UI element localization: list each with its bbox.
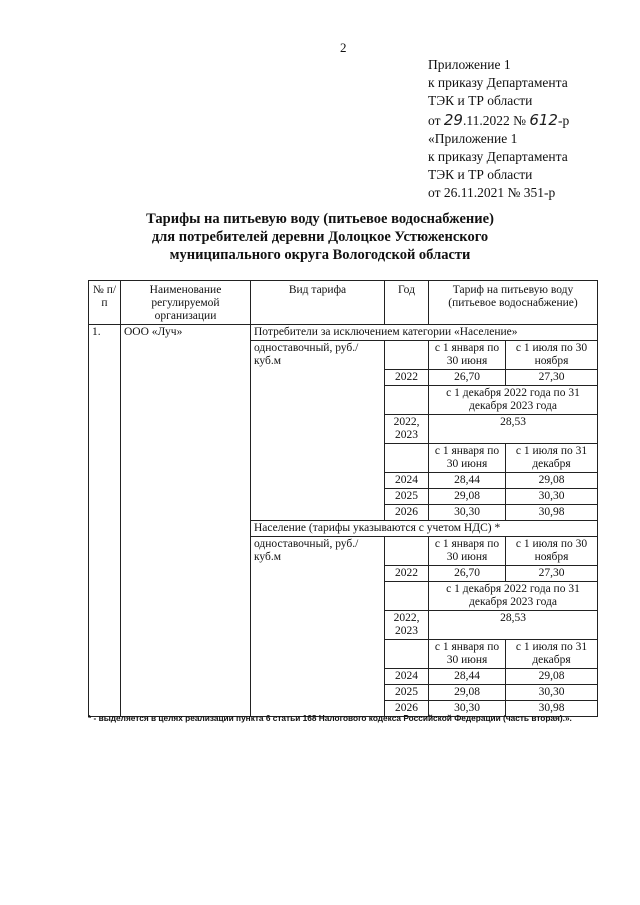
table-row	[89, 325, 598, 341]
document-title	[80, 210, 560, 264]
tariff-value: 29,08	[506, 473, 598, 489]
header-year: Год	[385, 281, 429, 325]
period-header: с 1 июля по 30 ноября	[506, 341, 598, 370]
header-num: № п/п	[89, 281, 121, 325]
period-header: с 1 января по 30 июня	[429, 444, 506, 473]
tariff-value: 26,70	[429, 566, 506, 582]
page-number: 2	[340, 40, 347, 55]
title-line: муниципального округа Вологодской области	[169, 247, 471, 263]
row-number: 1.	[89, 325, 121, 717]
tariff-type: одноставочный, руб./куб.м	[251, 341, 385, 521]
appendix-line: ТЭК и ТР области	[428, 167, 533, 183]
year-cell	[385, 386, 429, 415]
tariff-value: 30,30	[506, 489, 598, 505]
tariff-value: 28,44	[429, 473, 506, 489]
tariff-value: 30,30	[506, 685, 598, 701]
title-line: для потребителей деревни Долоцкое Устюженского	[151, 229, 489, 245]
period-header: с 1 января по 30 июня	[429, 341, 506, 370]
handwritten-day: 29	[443, 110, 463, 129]
footnote: * - выделяется в целях реализации пункта 6 статьи 168 Налогового кодекса Российской Федерации (часть вторая).».	[88, 713, 572, 723]
tariff-value: 30,30	[429, 701, 506, 717]
appendix-line: к приказу Департамента	[428, 75, 568, 91]
year-cell	[385, 444, 429, 473]
year-cell: 2025	[385, 685, 429, 701]
tariff-value: 26,70	[429, 370, 506, 386]
tariff-value: 27,30	[506, 566, 598, 582]
period-header: с 1 января по 30 июня	[429, 640, 506, 669]
year-cell	[385, 582, 429, 611]
appendix-line: «Приложение 1	[428, 130, 518, 146]
tariff-value: 30,30	[429, 505, 506, 521]
appendix-line: к приказу Департамента	[428, 149, 568, 165]
group-title: Население (тарифы указываются с учетом НДС) *	[251, 521, 598, 537]
period-header: с 1 января по 30 июня	[429, 537, 506, 566]
year-cell	[385, 640, 429, 669]
period-header-span: с 1 декабря 2022 года по 31 декабря 2023 года	[429, 386, 598, 415]
appendix-block	[428, 56, 628, 203]
header-tariff: Тариф на питьевую воду (питьевое водоснабжение)	[429, 281, 598, 325]
tariff-table	[88, 280, 598, 717]
appendix-order-line	[428, 111, 628, 130]
year-cell: 2022	[385, 566, 429, 582]
tariff-value: 28,44	[429, 669, 506, 685]
appendix-line: ТЭК и ТР области	[428, 93, 533, 109]
tariff-value: 29,08	[429, 685, 506, 701]
tariff-value: 29,08	[429, 489, 506, 505]
tariff-type: одноставочный, руб./куб.м	[251, 537, 385, 717]
period-header-span: с 1 декабря 2022 года по 31 декабря 2023 года	[429, 582, 598, 611]
order-date-mid: .11.2022 №	[462, 112, 526, 128]
period-header: с 1 июля по 31 декабря	[506, 640, 598, 669]
year-cell: 2026	[385, 701, 429, 717]
year-cell: 2025	[385, 489, 429, 505]
year-cell: 2024	[385, 669, 429, 685]
year-cell: 2022, 2023	[385, 415, 429, 444]
order-suffix: -р	[557, 112, 570, 128]
table-header-row	[89, 281, 598, 325]
tariff-value: 29,08	[506, 669, 598, 685]
appendix-line: Приложение 1	[428, 57, 511, 72]
tariff-value: 30,98	[506, 701, 598, 717]
year-cell	[385, 341, 429, 370]
header-type: Вид тарифа	[251, 281, 385, 325]
year-cell: 2026	[385, 505, 429, 521]
header-org: Наименование регулируемой организации	[121, 281, 251, 325]
tariff-value: 28,53	[429, 415, 598, 444]
group-title: Потребители за исключением категории «Население»	[251, 325, 598, 341]
year-cell: 2022, 2023	[385, 611, 429, 640]
tariff-value: 28,53	[429, 611, 598, 640]
year-cell: 2024	[385, 473, 429, 489]
appendix-line: от 26.11.2021 № 351-р	[428, 185, 556, 201]
period-header: с 1 июля по 31 декабря	[506, 444, 598, 473]
title-line: Тарифы на питьевую воду (питьевое водоснабжение)	[146, 211, 494, 227]
period-header: с 1 июля по 30 ноября	[506, 537, 598, 566]
year-cell: 2022	[385, 370, 429, 386]
organization-name: ООО «Луч»	[121, 325, 251, 717]
order-prefix: от	[428, 112, 441, 128]
handwritten-order-number: 612	[529, 110, 558, 129]
tariff-value: 30,98	[506, 505, 598, 521]
year-cell	[385, 537, 429, 566]
tariff-value: 27,30	[506, 370, 598, 386]
